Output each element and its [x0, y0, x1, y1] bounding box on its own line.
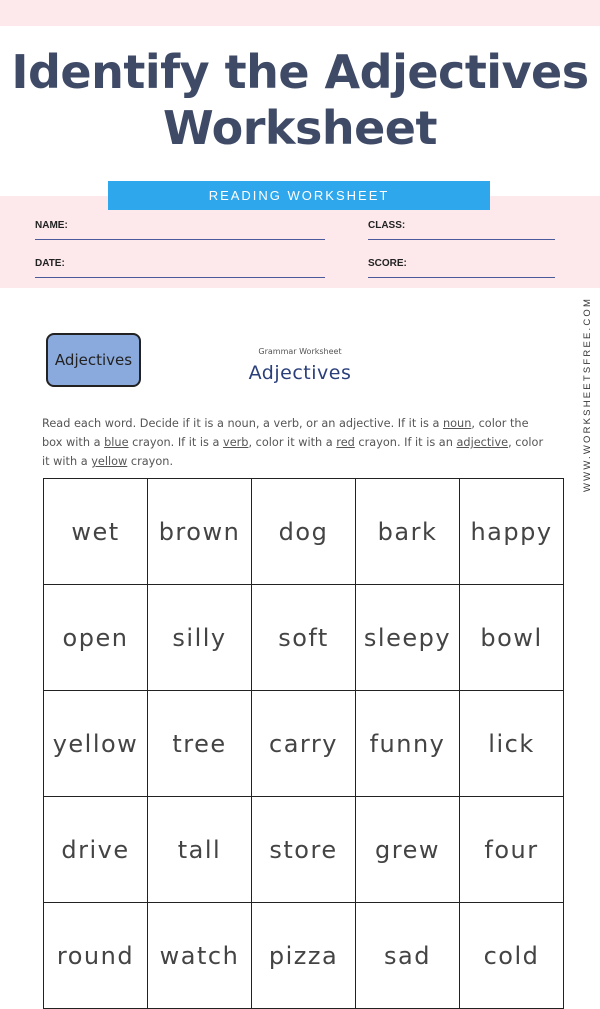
word-cell[interactable]: bark: [356, 479, 460, 585]
website-watermark: WWW.WORKSHEETSFREE.COM: [582, 296, 593, 492]
word-cell[interactable]: lick: [460, 691, 564, 797]
grid-row: [44, 903, 564, 1009]
worksheet-title: Adjectives: [248, 362, 352, 384]
instructions-text: crayon. If it is an: [354, 436, 457, 449]
date-field[interactable]: [35, 258, 325, 278]
word-cell[interactable]: brown: [148, 479, 252, 585]
name-field[interactable]: [35, 220, 325, 240]
title-line-1: Identify the Adjectives: [11, 45, 589, 99]
instructions-text: crayon. If it is a: [128, 436, 224, 449]
grid-row: [44, 585, 564, 691]
page-title: [0, 44, 600, 156]
instructions-text: Read each word. Decide if it is a noun, a verb, or an adjective. If it is a: [42, 417, 443, 430]
adjectives-tag: Adjectives: [46, 333, 141, 387]
reading-worksheet-ribbon: READING WORKSHEET: [108, 181, 490, 210]
name-line: [35, 239, 325, 240]
score-field[interactable]: [368, 258, 555, 278]
top-pink-band: [0, 0, 600, 26]
word-cell[interactable]: funny: [356, 691, 460, 797]
adjective-word: adjective: [456, 436, 509, 449]
grid-row: [44, 479, 564, 585]
yellow-word: yellow: [91, 455, 128, 468]
word-cell[interactable]: four: [460, 797, 564, 903]
word-cell[interactable]: cold: [460, 903, 564, 1009]
word-cell[interactable]: pizza: [252, 903, 356, 1009]
word-cell[interactable]: open: [44, 585, 148, 691]
score-line: [368, 277, 555, 278]
date-line: [35, 277, 325, 278]
grid-row: [44, 691, 564, 797]
word-cell[interactable]: happy: [460, 479, 564, 585]
date-label: DATE:: [35, 258, 65, 269]
class-label: CLASS:: [368, 220, 406, 231]
word-cell[interactable]: yellow: [44, 691, 148, 797]
grid-row: [44, 797, 564, 903]
word-cell[interactable]: silly: [148, 585, 252, 691]
class-line: [368, 239, 555, 240]
title-line-2: Worksheet: [163, 101, 437, 155]
word-grid: [43, 478, 564, 1009]
word-cell[interactable]: grew: [356, 797, 460, 903]
word-cell[interactable]: bowl: [460, 585, 564, 691]
instructions-text: , color it with a: [248, 436, 337, 449]
score-label: SCORE:: [368, 258, 407, 269]
word-cell[interactable]: carry: [252, 691, 356, 797]
name-label: NAME:: [35, 220, 68, 231]
word-cell[interactable]: round: [44, 903, 148, 1009]
instructions-text: crayon.: [127, 455, 174, 468]
word-cell[interactable]: tree: [148, 691, 252, 797]
word-cell[interactable]: drive: [44, 797, 148, 903]
word-cell[interactable]: sleepy: [356, 585, 460, 691]
word-cell[interactable]: tall: [148, 797, 252, 903]
class-field[interactable]: [368, 220, 555, 240]
word-cell[interactable]: watch: [148, 903, 252, 1009]
verb-word: verb: [223, 436, 249, 449]
word-cell[interactable]: sad: [356, 903, 460, 1009]
blue-word: blue: [104, 436, 129, 449]
word-cell[interactable]: dog: [252, 479, 356, 585]
word-cell[interactable]: store: [252, 797, 356, 903]
instructions-text: , color the box with a: [42, 417, 529, 449]
instructions-text: , color it with a: [42, 436, 544, 468]
word-cell[interactable]: wet: [44, 479, 148, 585]
instructions: [42, 414, 548, 471]
word-cell[interactable]: soft: [252, 585, 356, 691]
red-word: red: [336, 436, 355, 449]
noun-word: noun: [442, 417, 472, 430]
worksheet-subheading: Grammar Worksheet: [258, 347, 342, 356]
